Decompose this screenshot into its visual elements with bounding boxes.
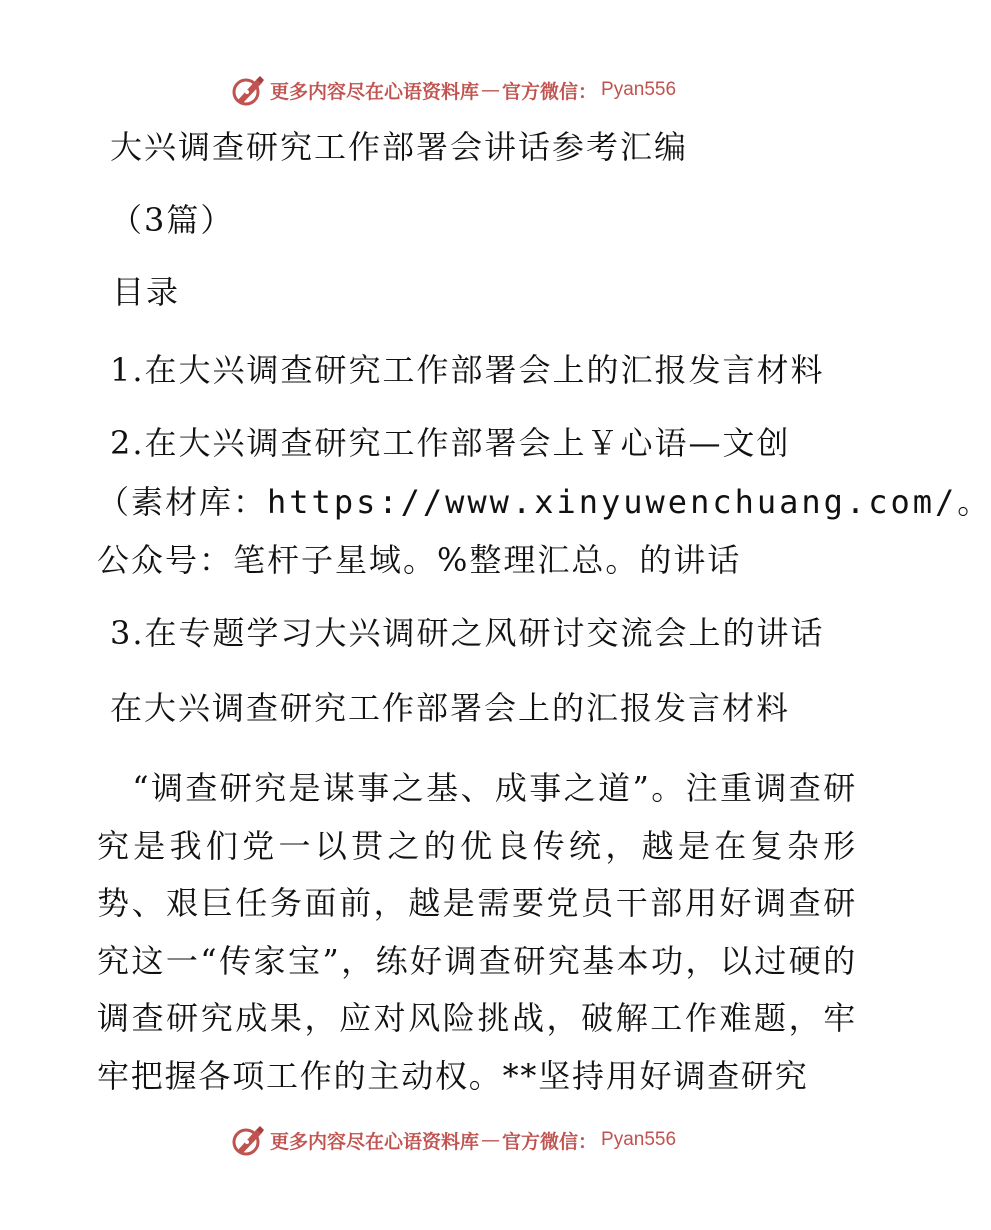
toc-item-2-line-2	[97, 482, 991, 522]
pen-nib-logo-icon	[230, 1122, 266, 1158]
toc-item-2-line-1: 2.在大兴调查研究工作部署会上￥心语—文创	[110, 424, 791, 462]
toc-item-3: 3.在专题学习大兴调研之风研讨交流会上的讲话	[110, 614, 825, 652]
header-watermark-banner	[230, 70, 730, 110]
toc-item-2-source-label: （素材库：	[97, 483, 268, 521]
section-heading: 在大兴调查研究工作部署会上的汇报发言材料	[110, 689, 791, 727]
footer-watermark-banner	[230, 1120, 730, 1160]
banner-wechat-label: 官方微信：	[502, 80, 598, 103]
document-subtitle: （3篇）	[110, 201, 235, 239]
toc-item-2-period: 。	[957, 483, 991, 521]
banner-dash: —	[481, 1129, 501, 1151]
banner-text: 更多内容尽在心语资料库	[270, 80, 480, 103]
document-title: 大兴调查研究工作部署会讲话参考汇编	[110, 128, 689, 166]
banner-wechat-id: Pyan556	[601, 1129, 677, 1150]
toc-item-2-url: https://www.xinyuwenchuang.com/	[267, 483, 958, 521]
banner-wechat-id: Pyan556	[601, 79, 677, 100]
banner-wechat-label: 官方微信：	[502, 1130, 598, 1153]
body-paragraph: “调查研究是谋事之基、成事之道”。注重调查研究是我们党一以贯之的优良传统，越是在复杂形势、艰巨任务面前，越是需要党员干部用好调查研究这一“传家宝”，练好调查研究基本功，以过硬的调查研究成果，应对风险挑战，破解工作难题，牢牢把握各项工作的主动权。**坚持用好调查研究	[97, 769, 857, 1095]
toc-heading: 目录	[112, 273, 181, 311]
banner-text: 更多内容尽在心语资料库	[270, 1130, 480, 1153]
pen-nib-logo-icon	[230, 72, 266, 108]
toc-item-2-line-3: 公众号：笔杆子星域。%整理汇总。的讲话	[97, 541, 742, 579]
banner-dash: —	[481, 79, 501, 101]
toc-item-1: 1.在大兴调查研究工作部署会上的汇报发言材料	[110, 351, 825, 389]
